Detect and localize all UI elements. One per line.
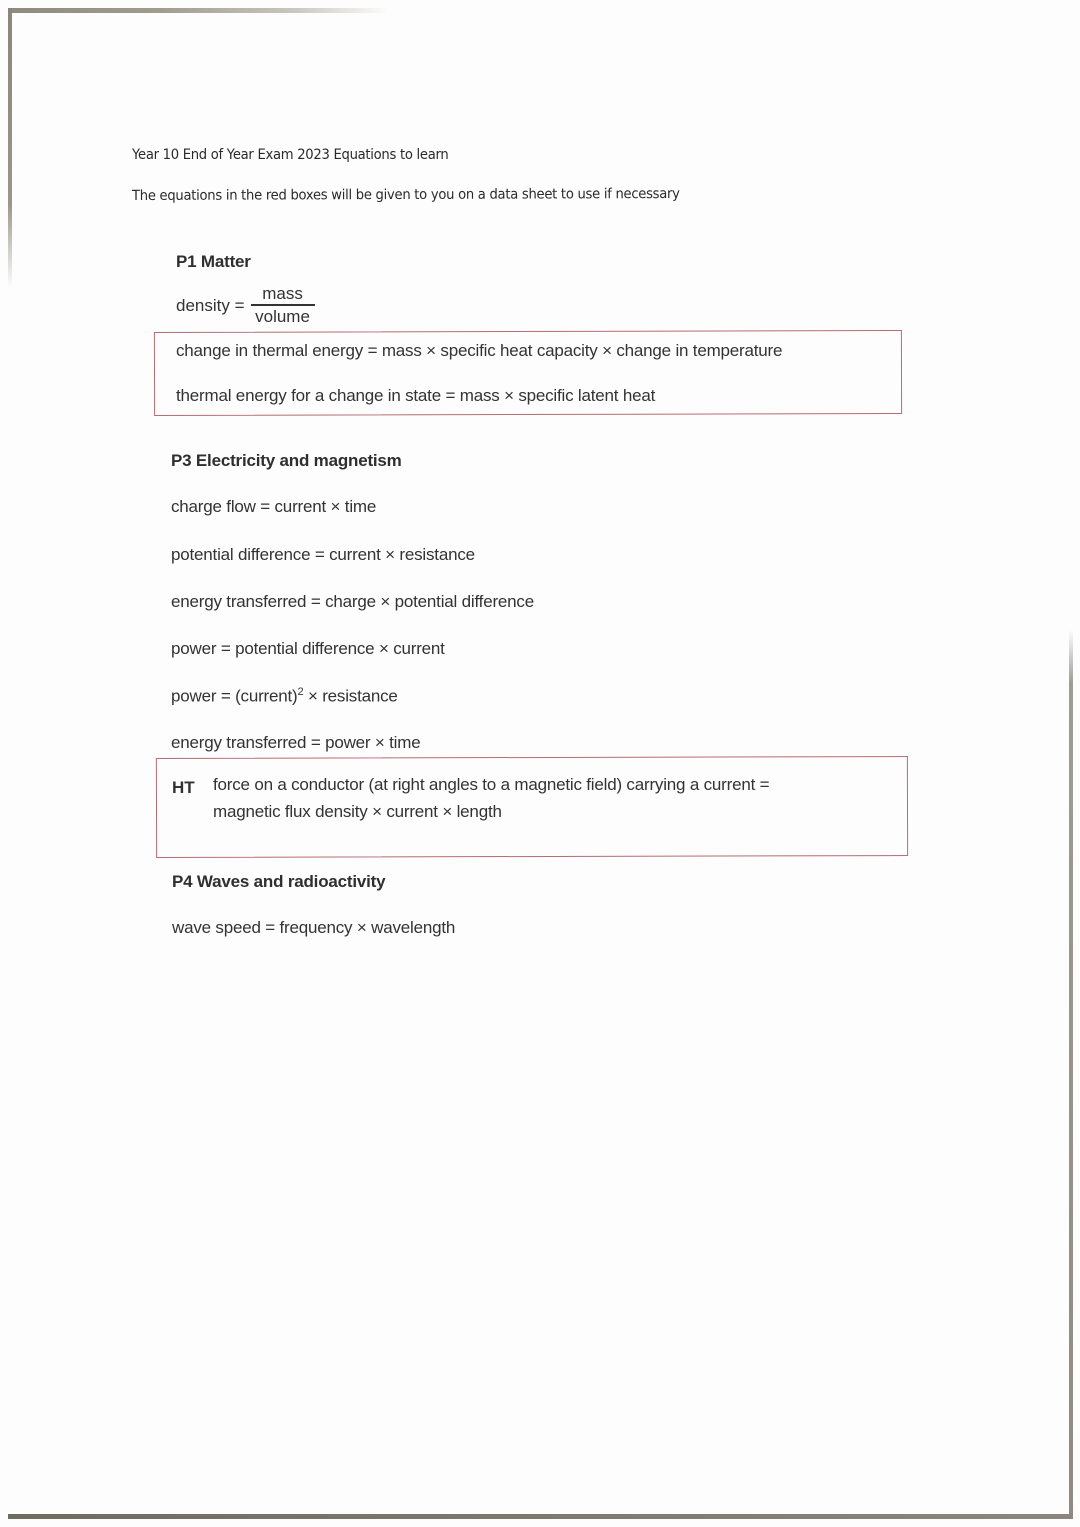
equation-energy-power-time: energy transferred = power × time <box>171 733 421 752</box>
equation-thermal-energy-change: change in thermal energy = mass × specific heat capacity × change in temperature <box>176 341 783 360</box>
equation-energy-charge: energy transferred = charge × potential difference <box>171 592 534 611</box>
scan-edge-left <box>8 8 12 288</box>
scan-edge-right <box>1069 630 1073 1518</box>
section-heading-p3: P3 Electricity and magnetism <box>171 451 402 470</box>
density-fraction <box>251 284 315 328</box>
document-subtitle: The equations in the red boxes will be given to you on a data sheet to use if necessary <box>131 185 680 204</box>
equation-force-conductor-line1: force on a conductor (at right angles to a magnetic field) carrying a current = <box>213 775 770 794</box>
equation-power-current-squared <box>171 686 398 707</box>
equation-wave-speed: wave speed = frequency × wavelength <box>172 918 456 937</box>
scan-edge-bottom <box>8 1514 1073 1519</box>
density-lhs: density = <box>176 295 245 315</box>
power-squared-suffix: × resistance <box>303 686 398 706</box>
density-numerator: mass <box>262 284 303 303</box>
equation-force-conductor-line2: magnetic flux density × current × length <box>213 802 502 821</box>
section-heading-p1: P1 Matter <box>176 252 251 271</box>
equation-potential-difference: potential difference = current × resistance <box>171 545 475 564</box>
scan-edge-top <box>8 8 388 13</box>
density-denominator: volume <box>255 306 310 326</box>
density-equation <box>176 284 315 328</box>
power-squared-prefix: power = (current) <box>171 686 298 706</box>
higher-tier-label: HT <box>172 778 195 797</box>
document-title: Year 10 End of Year Exam 2023 Equations to learn <box>132 147 449 163</box>
power-squared-exponent: 2 <box>297 686 304 698</box>
equation-power-pd-current: power = potential difference × current <box>171 639 445 658</box>
equation-latent-heat: thermal energy for a change in state = mass × specific latent heat <box>176 386 656 405</box>
section-heading-p4: P4 Waves and radioactivity <box>172 872 386 891</box>
equation-charge-flow: charge flow = current × time <box>171 497 377 516</box>
